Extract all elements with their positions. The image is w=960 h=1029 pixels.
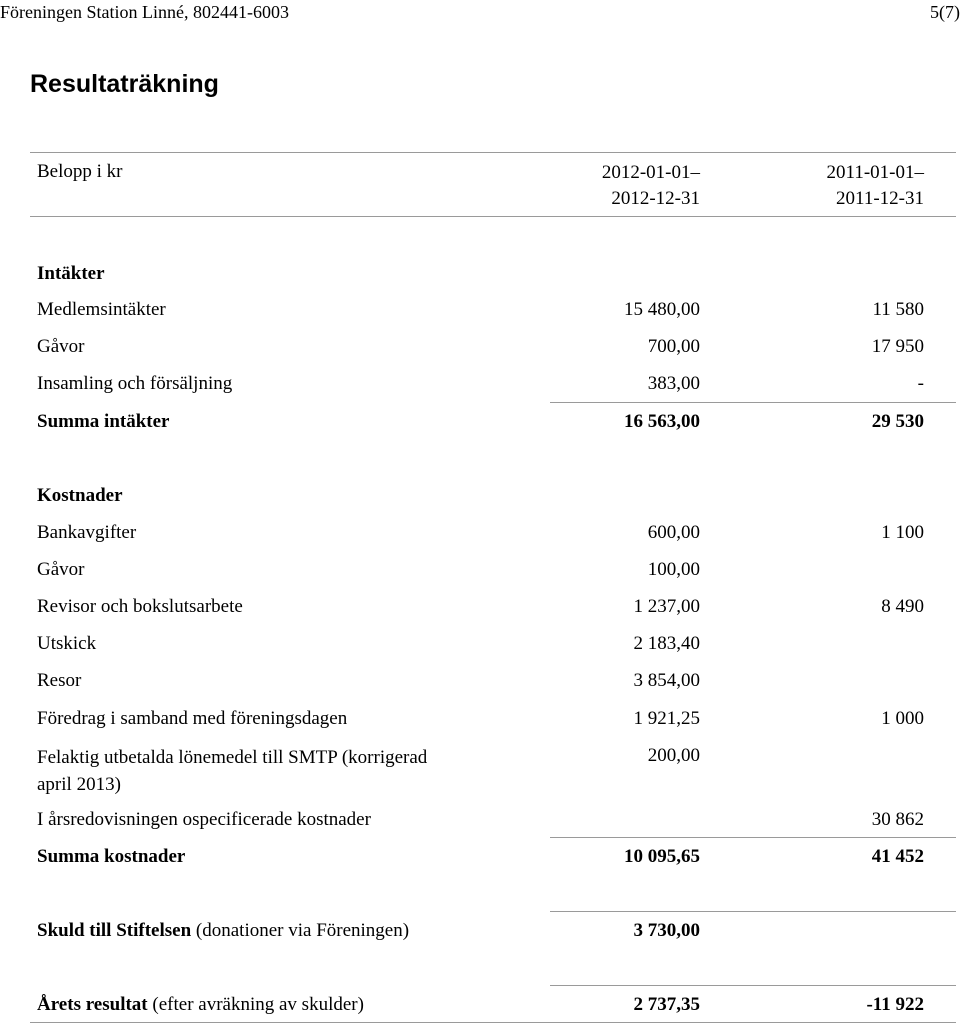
debt-label [37, 919, 409, 942]
row-value-2011: - [917, 373, 924, 394]
result-label-bold: Årets resultat [37, 994, 148, 1015]
row-value-2012: 1 921,25 [633, 708, 700, 729]
total-row [30, 845, 956, 881]
row-label [37, 744, 427, 798]
row-value-2012: 200,00 [647, 745, 700, 766]
subtotal-divider [550, 837, 956, 838]
row-value-2012: 700,00 [647, 336, 700, 357]
row-value-2012: 383,00 [647, 373, 700, 394]
period-start: 2012-01-01– [601, 162, 700, 183]
table-row [30, 521, 956, 557]
section-heading-label: Kostnader [37, 485, 123, 506]
section-heading [30, 262, 956, 298]
result-value-2011: -11 922 [866, 994, 924, 1015]
debt-value-2012: 3 730,00 [633, 920, 700, 941]
total-value-2012: 16 563,00 [624, 411, 700, 432]
period-end: 2012-12-31 [611, 188, 700, 209]
row-label: Bankavgifter [37, 522, 137, 543]
result-value-2012: 2 737,35 [633, 994, 700, 1015]
result-row [30, 993, 956, 1029]
debt-label-rest: (donationer via Föreningen) [191, 920, 410, 941]
subtotal-divider [550, 402, 956, 403]
row-value-2012: 15 480,00 [624, 299, 700, 320]
row-label: Gåvor [37, 559, 85, 580]
total-value-2011: 29 530 [871, 411, 924, 432]
table-row [30, 595, 956, 631]
period-end: 2011-12-31 [836, 188, 924, 209]
row-value-2012: 600,00 [647, 522, 700, 543]
column-period-2011 [827, 160, 924, 212]
page-title: Resultaträkning [30, 70, 219, 98]
row-value-2011: 1 100 [881, 522, 924, 543]
divider [30, 152, 956, 153]
period-start: 2011-01-01– [826, 162, 924, 183]
row-label: Utskick [37, 633, 97, 654]
debt-row [30, 919, 956, 955]
column-label: Belopp i kr [37, 161, 123, 182]
row-label: Föredrag i samband med föreningsdagen [37, 708, 348, 729]
row-value-2012: 3 854,00 [633, 670, 700, 691]
table-row [30, 707, 956, 743]
table-row [30, 632, 956, 668]
row-value-2012: 2 183,40 [633, 633, 700, 654]
column-period-2012 [602, 160, 700, 212]
debt-label-bold: Skuld till Stiftelsen [37, 920, 192, 941]
result-label-rest: (efter avräkning av skulder) [147, 994, 364, 1015]
row-value-2012: 100,00 [647, 559, 700, 580]
row-label: I årsredovisningen ospecificerade kostnader [37, 809, 371, 830]
row-label: Insamling och försäljning [37, 373, 233, 394]
row-label-line: Felaktig utbetalda lönemedel till SMTP (korrigerad [37, 747, 428, 768]
result-label [37, 993, 364, 1016]
row-label: Resor [37, 670, 82, 691]
row-value-2011: 8 490 [881, 596, 924, 617]
total-row [30, 410, 956, 446]
page-number: 5(7) [930, 2, 960, 22]
table-row [30, 335, 956, 371]
total-label: Summa intäkter [37, 411, 170, 432]
divider [30, 1022, 956, 1023]
total-value-2012: 10 095,65 [624, 846, 700, 867]
table-row [30, 744, 956, 800]
table-row [30, 669, 956, 705]
row-value-2012: 1 237,00 [633, 596, 700, 617]
table-row [30, 808, 956, 844]
divider [550, 985, 956, 986]
section-heading [30, 484, 956, 520]
divider [30, 216, 956, 217]
table-row [30, 298, 956, 334]
row-value-2011: 1 000 [881, 708, 924, 729]
divider [550, 911, 956, 912]
row-label: Gåvor [37, 336, 85, 357]
row-value-2011: 11 580 [872, 299, 924, 320]
total-value-2011: 41 452 [871, 846, 924, 867]
section-heading-label: Intäkter [37, 263, 105, 284]
row-label: Medlemsintäkter [37, 299, 166, 320]
document-header-org: Föreningen Station Linné, 802441-6003 [0, 2, 289, 22]
row-label: Revisor och bokslutsarbete [37, 596, 243, 617]
table-row [30, 558, 956, 594]
row-value-2011: 30 862 [871, 809, 924, 830]
row-value-2011: 17 950 [871, 336, 924, 357]
column-header-row [30, 160, 956, 214]
row-label-line: april 2013) [37, 774, 121, 795]
total-label: Summa kostnader [37, 846, 186, 867]
